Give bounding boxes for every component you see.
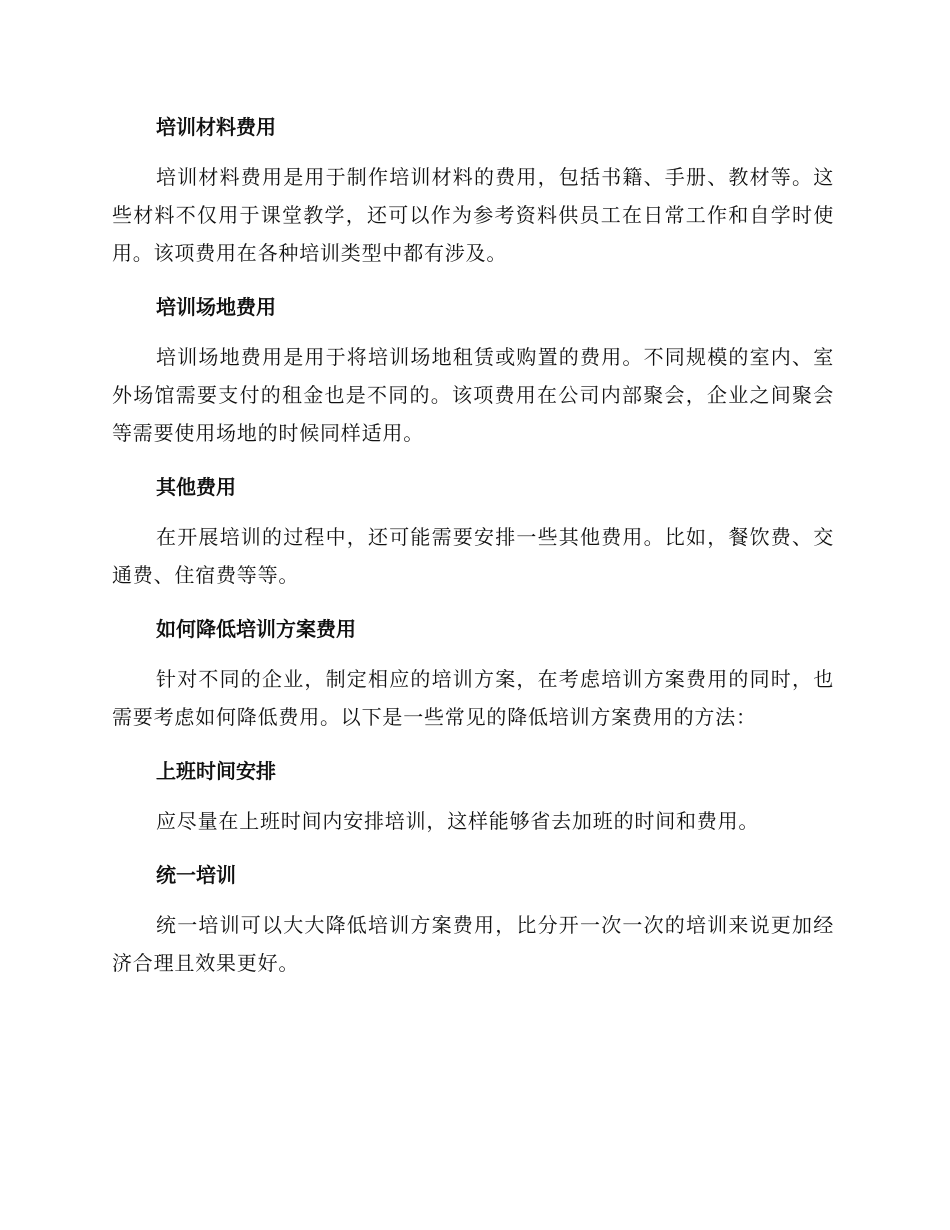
heading-unified-training: 统一培训: [156, 863, 236, 887]
paragraph-other-costs: 在开展培训的过程中，还可能需要安排一些其他费用。比如，餐饮费、交通费、住宿费等等。: [112, 525, 834, 587]
paragraph-unified-training: 统一培训可以大大降低培训方案费用，比分开一次一次的培训来说更加经济合理且效果更好。: [112, 913, 834, 975]
paragraph-training-venue-cost: 培训场地费用是用于将培训场地租赁或购置的费用。不同规模的室内、室外场馆需要支付的租金也是不同的。该项费用在公司内部聚会，企业之间聚会等需要使用场地的时候同样适用。: [112, 345, 834, 445]
paragraph-work-hours-scheduling: 应尽量在上班时间内安排培训，这样能够省去加班的时间和费用。: [156, 809, 760, 833]
heading-other-costs: 其他费用: [156, 475, 236, 499]
paragraph-how-to-reduce-costs: 针对不同的企业，制定相应的培训方案，在考虑培训方案费用的同时，也需要考虑如何降低费用。以下是一些常见的降低培训方案费用的方法：: [112, 667, 834, 729]
paragraph-training-materials-cost: 培训材料费用是用于制作培训材料的费用，包括书籍、手册、教材等。这些材料不仅用于课堂教学，还可以作为参考资料供员工在日常工作和自学时使用。该项费用在各种培训类型中都有涉及。: [112, 165, 834, 265]
heading-training-venue-cost: 培训场地费用: [156, 295, 276, 319]
heading-work-hours-scheduling: 上班时间安排: [156, 759, 276, 783]
heading-how-to-reduce-costs: 如何降低培训方案费用: [156, 617, 356, 641]
document-page: [112, 106, 834, 996]
heading-training-materials-cost: 培训材料费用: [156, 115, 276, 139]
